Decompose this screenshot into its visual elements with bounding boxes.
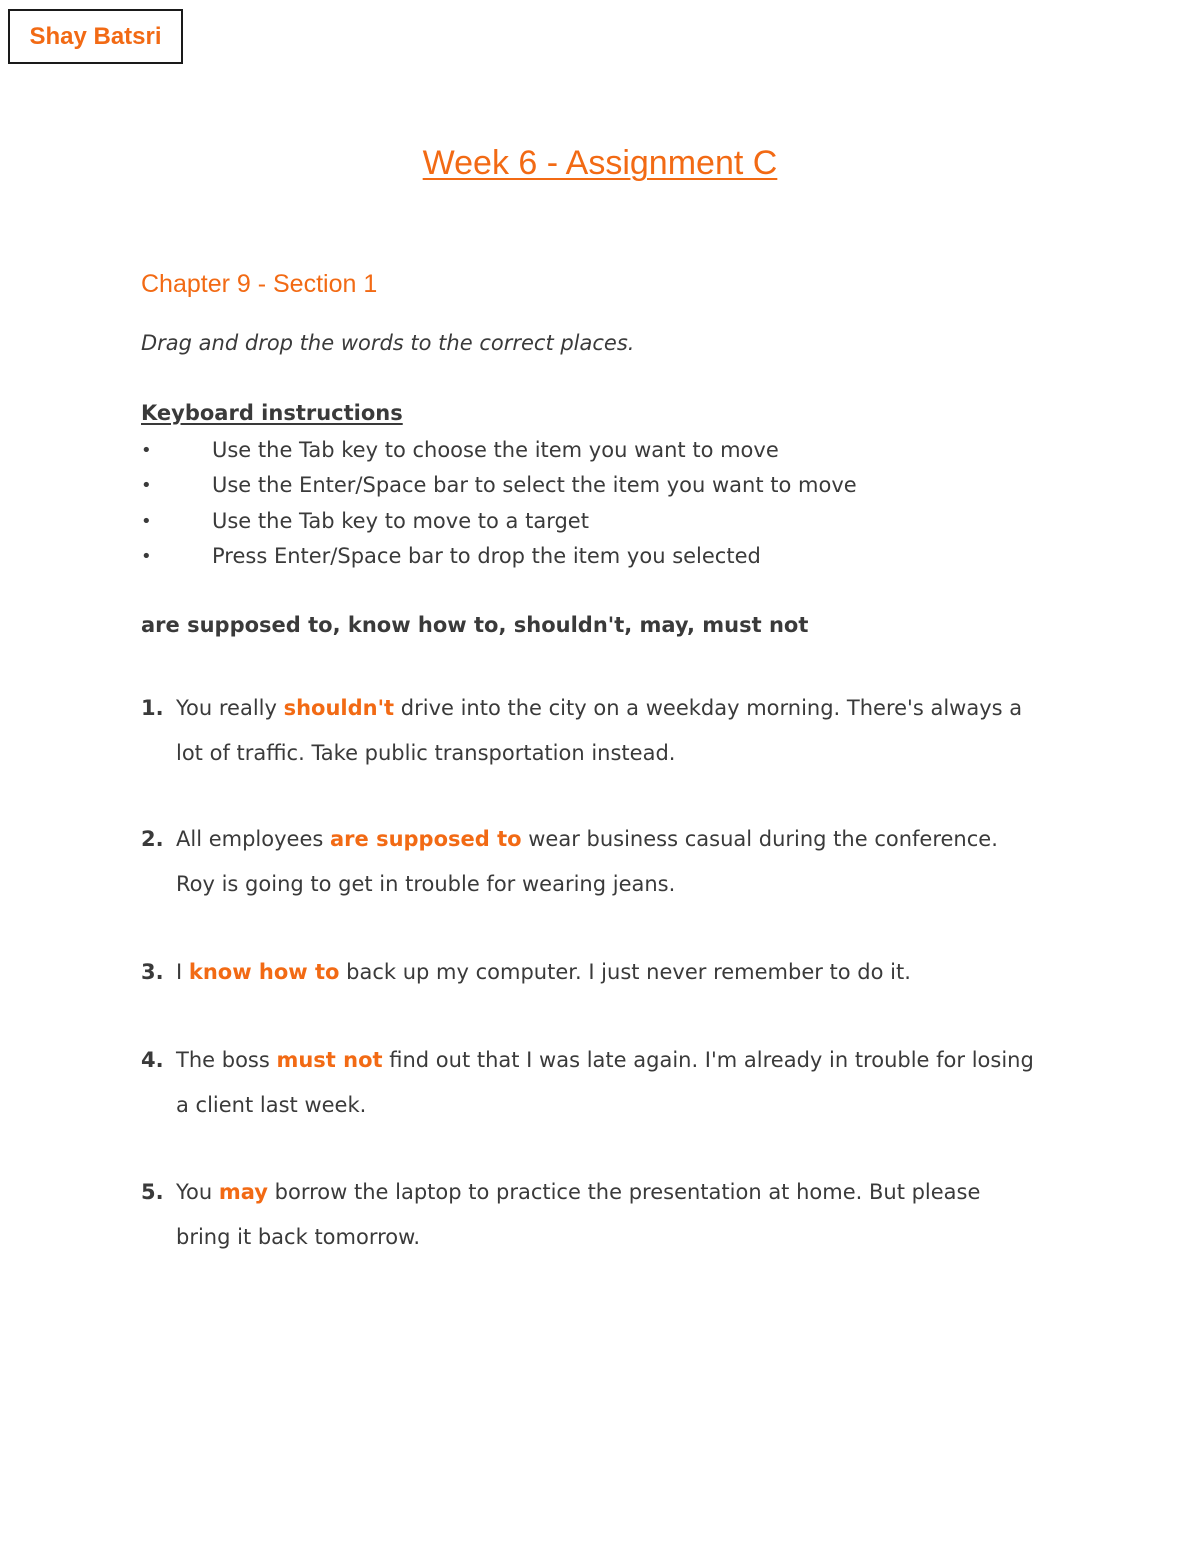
exercise-sentence	[176, 817, 1041, 906]
list-item-text: Use the Tab key to move to a target	[212, 508, 589, 533]
exercise-instruction: Drag and drop the words to the correct places.	[141, 331, 635, 355]
sentence-end: drive into the city on a weekday morning. There's always a lot of traffic. Take public transportation instead.	[176, 696, 1023, 765]
exercise-sentence	[176, 1038, 1041, 1127]
list-item-text: Use the Enter/Space bar to select the item you want to move	[212, 473, 857, 498]
bullet-icon: •	[141, 510, 152, 532]
sentence-end: borrow the laptop to practice the presentation at home. But please bring it back tomorrow.	[176, 1180, 981, 1249]
answer-drop-target[interactable]: know how to	[188, 960, 340, 984]
sentence-start: You	[176, 1180, 219, 1204]
exercise-item-2	[141, 817, 1041, 906]
list-item-text: Press Enter/Space bar to drop the item you selected	[212, 543, 761, 568]
answer-drop-target[interactable]: shouldn't	[283, 696, 395, 720]
bullet-icon: •	[141, 440, 152, 461]
exercise-number: 3.	[141, 960, 164, 984]
exercise-item-4	[141, 1038, 1041, 1127]
bullet-icon: •	[141, 545, 152, 567]
exercise-sentence	[176, 1170, 1041, 1259]
keyboard-instructions-heading: Keyboard instructions	[141, 401, 403, 425]
exercise-number: 1.	[141, 696, 164, 720]
author-name: Shay Batsri	[29, 22, 162, 50]
exercise-item-1	[141, 686, 1041, 775]
list-item-text: Use the Tab key to choose the item you want to move	[212, 438, 779, 462]
sentence-end: back up my computer. I just never remember to do it.	[339, 960, 911, 984]
chapter-heading: Chapter 9 - Section 1	[141, 270, 378, 298]
exercise-number: 4.	[141, 1048, 164, 1072]
author-name-box	[8, 9, 183, 64]
sentence-end: find out that I was late again. I'm already in trouble for losing a client last week.	[176, 1048, 1034, 1117]
page-title-text: Week 6 - Assignment C	[422, 144, 778, 182]
answer-drop-target[interactable]: are supposed to	[329, 827, 522, 851]
page-title	[0, 144, 1200, 183]
exercise-number: 2.	[141, 827, 164, 851]
exercise-item-5	[141, 1170, 1041, 1259]
answer-drop-target[interactable]: may	[218, 1180, 268, 1204]
sentence-start: All employees	[176, 827, 330, 851]
sentence-end: wear business casual during the conference. Roy is going to get in trouble for wearing jeans.	[176, 827, 998, 896]
answer-drop-target[interactable]: must not	[276, 1048, 383, 1072]
bullet-icon: •	[141, 475, 152, 497]
exercise-sentence	[176, 686, 1041, 775]
sentence-start: You really	[176, 696, 284, 720]
exercise-number: 5.	[141, 1180, 164, 1204]
word-bank: are supposed to, know how to, shouldn't, may, must not	[141, 613, 809, 637]
sentence-start: The boss	[176, 1048, 277, 1072]
exercise-item-3	[141, 950, 1041, 995]
exercise-sentence	[176, 950, 1041, 995]
sentence-start: I	[176, 960, 189, 984]
